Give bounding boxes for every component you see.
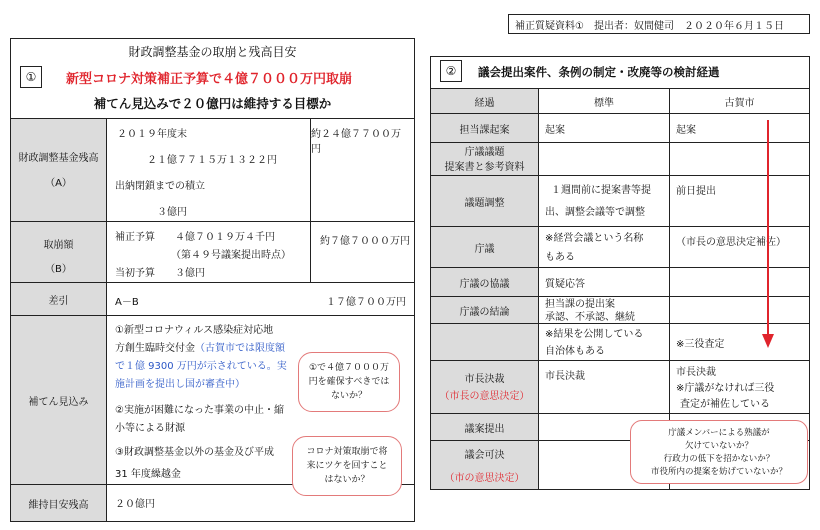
- cell-text: 起案: [545, 124, 565, 136]
- bubble3-line1: 庁議メンバーによる熟議が: [668, 428, 770, 438]
- comp-item1c: （古賀市では限度額: [195, 343, 285, 354]
- row-balance-content: [106, 118, 311, 222]
- col-header-koga: 古賀市: [669, 88, 810, 114]
- comp-item3a: ③財政調整基金以外の基金及び平成: [115, 447, 274, 458]
- row-label-line1: 市長決裁: [464, 374, 505, 385]
- row-withdraw-label: 取崩額: [43, 239, 74, 251]
- target-amount: ２０億円: [115, 499, 155, 510]
- bubble2-line2: 来にツケを回すこと: [306, 461, 388, 471]
- row-withdraw-amount: [310, 221, 415, 283]
- comp-item1b: 方創生臨時交付金: [115, 343, 195, 354]
- row-balance-label-cell: [10, 118, 107, 222]
- row-label: [430, 142, 539, 176]
- row-standard: [538, 113, 670, 143]
- row-label-line2: （市の意思決定）: [444, 473, 525, 484]
- row-standard: [538, 323, 670, 361]
- row-withdraw-label-cell: [10, 221, 107, 283]
- bubble3-line4: 市役所内の提案を妨げていないか？: [650, 467, 787, 477]
- withdraw-line3: 当初予算 ３億円: [115, 268, 205, 279]
- cell-text: 出、調整会議等で調整: [545, 207, 645, 218]
- row-standard: [538, 267, 670, 297]
- row-diff-content: [106, 282, 415, 316]
- document-header: [508, 14, 810, 34]
- row-label: 庁議の協議: [430, 267, 539, 297]
- cell-text: 市長決裁: [545, 371, 585, 382]
- cell-text: 担当課の提出案: [545, 299, 615, 310]
- cell-text: 市長決裁: [676, 367, 716, 378]
- balance-line2: ２１億７７１５万１３２２円: [147, 155, 277, 166]
- section-number-2: ②: [440, 60, 462, 82]
- bubble2-line3: はないか？: [324, 475, 370, 485]
- comp-item1a: ①新型コロナウィルス感染症対応地: [115, 325, 274, 336]
- date: ２０２０年６月１５日: [683, 20, 784, 32]
- row-label: [430, 323, 539, 361]
- row-label: 庁議: [430, 226, 539, 268]
- left-highlight: 新型コロナ対策補正予算で４億７０００万円取崩: [66, 71, 353, 87]
- cell-text: （市長の意思決定補佐）: [676, 237, 786, 248]
- comment-bubble-1: [298, 352, 400, 412]
- bubble3-line3: 行政力の低下を招かないか？: [663, 454, 775, 464]
- comp-item1d: で１億 9300 万円が示されている。実: [115, 361, 287, 372]
- row-label-line2: （市長の意思決定）: [439, 391, 530, 402]
- row-compensation-label: 補てん見込み: [10, 315, 107, 485]
- cell-text: ※経営会議という名称: [545, 233, 644, 244]
- row-label: 庁議の結論: [430, 296, 539, 324]
- cell-text: 査定が補佐している: [680, 399, 770, 410]
- row-withdraw-content: [106, 221, 311, 283]
- row-standard: [538, 360, 670, 414]
- bubble1-line2: 円を確保すべきでは: [308, 377, 390, 387]
- row-label-line2: 提案書と参考資料: [444, 162, 525, 173]
- cell-text: 起案: [676, 124, 696, 136]
- cell-text: ※三役査定: [676, 338, 725, 350]
- comp-item1e: 施計画を提出し国が審査中）: [115, 379, 245, 390]
- row-koga: [669, 113, 810, 143]
- cell-text: １週間前に提案書等提: [551, 185, 651, 196]
- bubble1-line3: ないか？: [330, 391, 367, 401]
- cell-text: 質疑応答: [545, 278, 585, 290]
- row-koga: [669, 175, 810, 227]
- row-standard: [538, 175, 670, 227]
- comment-bubble-3: [630, 420, 808, 484]
- row-standard: [538, 142, 670, 176]
- doc-label: 補正質疑資料①: [515, 20, 584, 32]
- row-balance-amount: [310, 118, 415, 222]
- row-koga: [669, 267, 810, 297]
- bubble1-line1: ①で４億７０００万: [308, 363, 390, 373]
- row-balance-label2: （A）: [45, 177, 72, 189]
- row-diff-label: 差引: [10, 282, 107, 316]
- comment-bubble-2: [292, 436, 402, 496]
- row-koga: [669, 360, 810, 414]
- balance-line4: ３億円: [157, 207, 187, 218]
- cell-text: 自治体もある: [545, 346, 605, 357]
- row-balance-label: 財政調整基金残高: [18, 152, 99, 164]
- bubble3-line2: 欠けていないか？: [684, 441, 753, 451]
- row-label-line1: 庁議議題: [464, 147, 505, 158]
- row-withdraw-label2: （B）: [45, 263, 72, 275]
- row-label: 議案提出: [430, 413, 539, 441]
- comp-item2a: ②実施が困難になった事業の中止・縮: [115, 405, 284, 416]
- row-koga: [669, 323, 810, 361]
- section-number-1: ①: [20, 66, 42, 88]
- diff-amount: １７億７００万円: [326, 297, 406, 308]
- withdraw-line2: （第４９号議案提出時点）: [171, 250, 291, 261]
- row-koga: [669, 226, 810, 268]
- cell-text: 前日提出: [676, 186, 716, 197]
- row-standard: [538, 296, 670, 324]
- comp-item3b: 31 年度繰越金: [115, 469, 181, 480]
- balance-line3: 出納閉鎖までの積立: [115, 181, 205, 192]
- col-header-standard: 標準: [538, 88, 670, 114]
- left-title: 財政調整基金の取崩と残高目安: [128, 44, 297, 59]
- col-header-progress: 経過: [430, 88, 539, 114]
- comp-item2b: 小等による財源: [115, 423, 185, 434]
- diff-formula: A－B: [115, 297, 139, 308]
- row-label: 担当課起案: [430, 113, 539, 143]
- withdraw-line1: 補正予算 ４億７０１９万４千円: [115, 232, 275, 243]
- bubble2-line1: コロナ対策取崩で将: [306, 447, 388, 457]
- red-down-arrow: [756, 118, 780, 352]
- row-koga: [669, 142, 810, 176]
- right-title: 議会提出案件、条例の制定・改廃等の検討経過: [478, 65, 720, 79]
- cell-text: 承認、不承認、継続: [545, 312, 635, 323]
- cell-text: もある: [545, 252, 575, 263]
- cell-text: ※結果を公開している: [545, 329, 644, 340]
- row-koga: [669, 296, 810, 324]
- row-label: [430, 440, 539, 490]
- row-label: 議題調整: [430, 175, 539, 227]
- cell-text: ※庁議がなければ三役: [676, 383, 775, 394]
- row-standard: [538, 226, 670, 268]
- balance-amount: 約２４億７７００万円: [311, 129, 401, 155]
- row-target-label: 維持目安残高: [10, 484, 107, 522]
- submitter: 提出者：奴間健司: [593, 20, 674, 32]
- row-label-line1: 議会可決: [464, 450, 505, 461]
- left-subtitle: 補てん見込みで２０億円は維持する目標か: [93, 96, 332, 111]
- row-label: [430, 360, 539, 414]
- withdraw-amount: 約７億７０００万円: [320, 236, 410, 247]
- balance-line1: ２０１９年度末: [117, 129, 187, 140]
